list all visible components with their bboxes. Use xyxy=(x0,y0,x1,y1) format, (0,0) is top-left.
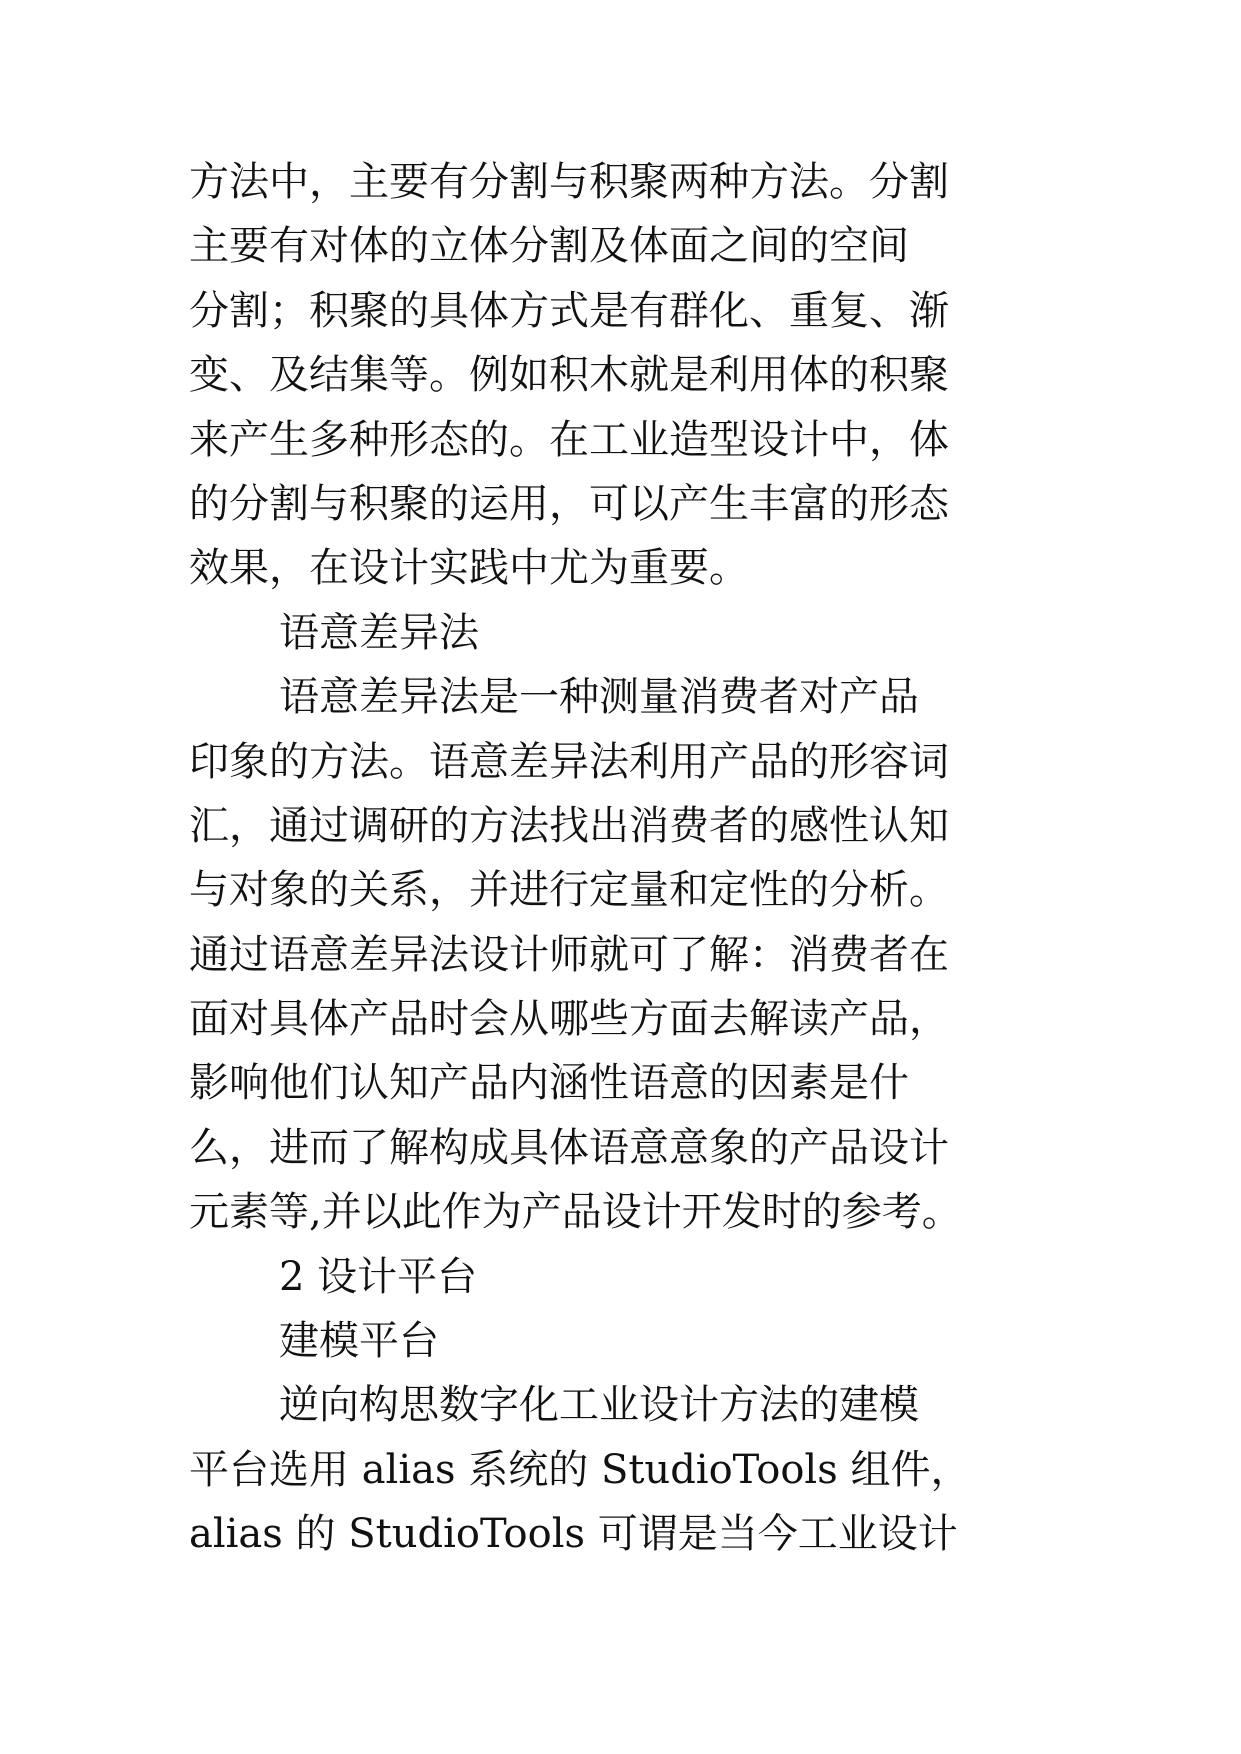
text-line: 来产生多种形态的。在工业造型设计中，体 xyxy=(189,416,949,463)
text-line: alias 的 StudioTools 可谓是当今工业设计 xyxy=(189,1511,958,1558)
text-line: 汇，通过调研的方法找出消费者的感性认知 xyxy=(189,802,949,849)
text-line: 的分割与积聚的运用，可以产生丰富的形态 xyxy=(189,480,949,527)
text-line: 与对象的关系，并进行定量和定性的分析。 xyxy=(189,867,949,914)
text-line: 语意差异法是一种测量消费者对产品 xyxy=(279,674,919,721)
text-line: 印象的方法。语意差异法利用产品的形容词 xyxy=(189,738,949,785)
text-line: 效果，在设计实践中尤为重要。 xyxy=(189,545,749,592)
text-line: 方法中，主要有分割与积聚两种方法。分割 xyxy=(189,159,949,205)
text-line: 影响他们认知产品内涵性语意的因素是什 xyxy=(189,1060,909,1107)
text-line: 主要有对体的立体分割及体面之间的空间 xyxy=(189,223,909,270)
text-line: 2 设计平台 xyxy=(279,1253,478,1300)
text-line: 变、及结集等。例如积木就是利用体的积聚 xyxy=(189,352,949,399)
text-line: 语意差异法 xyxy=(279,609,479,656)
text-line: 元素等,并以此作为产品设计开发时的参考。 xyxy=(189,1189,962,1236)
text-line: 建模平台 xyxy=(279,1318,439,1365)
body-text xyxy=(189,150,1089,1567)
text-line: 平台选用 alias 系统的 StudioTools 组件， xyxy=(189,1446,971,1493)
text-line: 分割；积聚的具体方式是有群化、重复、渐 xyxy=(189,287,949,334)
text-line: 面对具体产品时会从哪些方面去解读产品， xyxy=(189,996,949,1043)
text-line: 逆向构思数字化工业设计方法的建模 xyxy=(279,1382,919,1429)
text-line: 通过语意差异法设计师就可了解：消费者在 xyxy=(189,931,949,978)
text-line: 么，进而了解构成具体语意意象的产品设计 xyxy=(189,1124,949,1171)
